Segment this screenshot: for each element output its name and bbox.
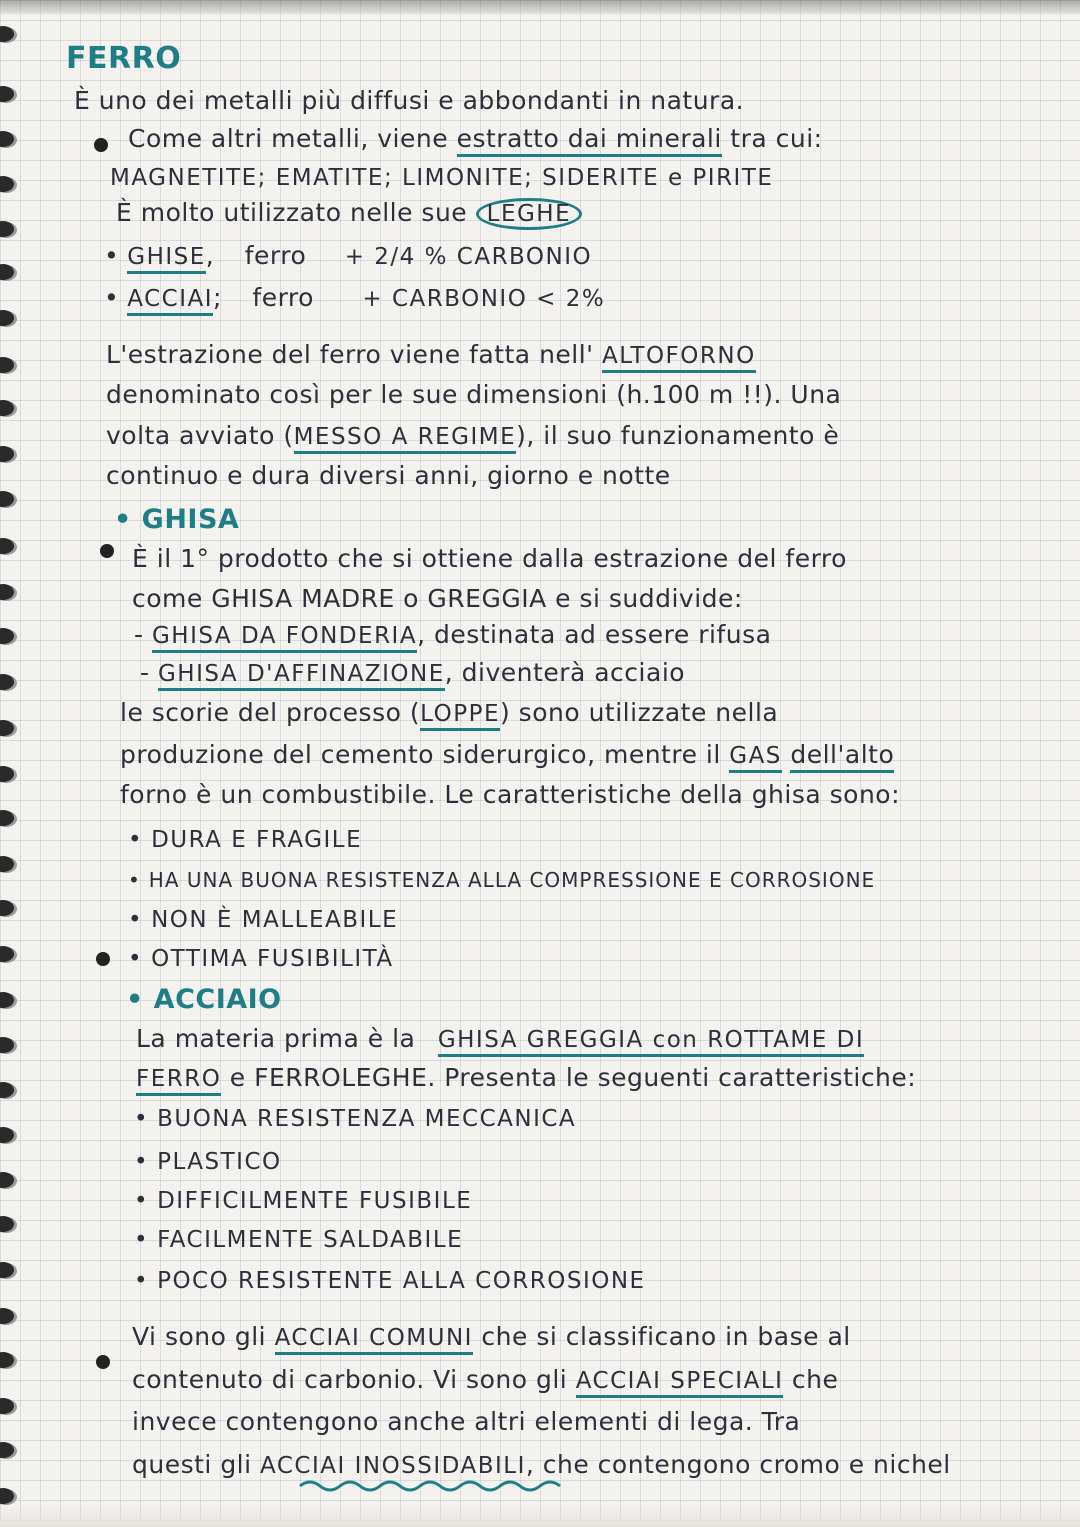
binding-ring — [0, 1037, 14, 1053]
binding-ring — [0, 221, 14, 237]
section-heading-ghisa: • GHISA — [114, 504, 240, 535]
acciaio-trait: • FACILMENTE SALDABILE — [134, 1225, 463, 1255]
ghisa-line-1: È il 1° prodotto che si ottiene dalla estrazione del ferro — [132, 544, 847, 573]
intro-line-1: È uno dei metalli più diffusi e abbondanti in natura. — [74, 86, 745, 115]
circled-leghe: LEGHE — [476, 198, 583, 230]
altoforno-line-2: denominato così per le sue dimensioni (h.100 m !!). Una — [106, 380, 842, 409]
binding-ring — [0, 1127, 14, 1143]
special-line-3: invece contengono anche altri elementi di lega. Tra — [132, 1407, 801, 1436]
binding-ring — [0, 1352, 14, 1368]
altoforno-line-1: L'estrazione del ferro viene fatta nell' ALTOFORNO — [106, 340, 756, 371]
binding-ring — [0, 176, 14, 192]
acciaio-trait: • PLASTICO — [134, 1147, 282, 1177]
margin-dot — [96, 952, 110, 966]
minerals-list: MAGNETITE; EMATITE; LIMONITE; SIDERITE e PIRITE — [110, 165, 774, 191]
intro-line-4: È molto utilizzato nelle sue LEGHE — [116, 198, 582, 229]
binding-ring — [0, 131, 14, 147]
margin-dot — [100, 544, 114, 558]
special-line-1: Vi sono gli ACCIAI COMUNI che si classificano in base al — [132, 1322, 851, 1353]
binding-ring — [0, 264, 14, 280]
binding-ring — [0, 538, 14, 554]
altoforno-line-4: continuo e dura diversi anni, giorno e notte — [106, 461, 671, 490]
binding-ring — [0, 357, 14, 373]
ghisa-line-7: forno è un combustibile. Le caratteristiche della ghisa sono: — [120, 780, 901, 809]
acciaio-trait: • BUONA RESISTENZA MECCANICA — [134, 1104, 576, 1134]
binding-ring — [0, 856, 14, 872]
binding-ring — [0, 720, 14, 736]
binding-ring — [0, 1172, 14, 1188]
binding-ring — [0, 628, 14, 644]
margin-dot — [96, 1355, 110, 1369]
page-title: FERRO — [66, 41, 182, 76]
binding-ring — [0, 810, 14, 826]
ghisa-line-6: produzione del cemento siderurgico, mentre il GAS dell'alto — [120, 740, 894, 771]
binding-ring — [0, 1216, 14, 1232]
alloy-ghise: • GHISE, ferro + 2/4 % CARBONIO — [104, 241, 592, 272]
binding-ring — [0, 26, 14, 42]
binding-ring — [0, 946, 14, 962]
binding-ring — [0, 992, 14, 1008]
binding-ring — [0, 766, 14, 782]
binding-ring — [0, 1262, 14, 1278]
spiral-binding — [0, 0, 40, 1527]
altoforno-line-3: volta avviato (MESSO A REGIME), il suo funzionamento è — [106, 421, 839, 452]
binding-ring — [0, 1082, 14, 1098]
binding-ring — [0, 1442, 14, 1458]
binding-ring — [0, 491, 14, 507]
ghisa-trait: • DURA E FRAGILE — [128, 825, 362, 855]
acciaio-trait: • POCO RESISTENTE ALLA CORROSIONE — [134, 1266, 646, 1296]
special-line-4: questi gli ACCIAI INOSSIDABILI, che contengono cromo e nichel — [132, 1450, 951, 1479]
binding-ring — [0, 446, 14, 462]
ghisa-line-2: come GHISA MADRE o GREGGIA e si suddivide: — [132, 584, 743, 613]
binding-ring — [0, 400, 14, 416]
binding-ring — [0, 86, 14, 102]
ghisa-sub-1: - GHISA DA FONDERIA, destinata ad essere rifusa — [134, 620, 771, 651]
binding-ring — [0, 1488, 14, 1504]
binding-ring — [0, 584, 14, 600]
binding-ring — [0, 900, 14, 916]
acciaio-line-1: La materia prima è la GHISA GREGGIA con ROTTAME DI — [136, 1024, 864, 1055]
ghisa-trait: • NON È MALLEABILE — [128, 905, 398, 935]
ghisa-trait: • OTTIMA FUSIBILITÀ — [128, 944, 394, 974]
binding-ring — [0, 674, 14, 690]
ghisa-line-5: le scorie del processo (LOPPE) sono utilizzate nella — [120, 698, 778, 729]
acciaio-line-2: FERRO e FERROLEGHE. Presenta le seguenti caratteristiche: — [136, 1063, 916, 1094]
binding-ring — [0, 1398, 14, 1414]
page-top-shadow — [0, 0, 1080, 14]
ghisa-trait: • HA UNA BUONA RESISTENZA ALLA COMPRESSIONE E CORROSIONE — [128, 865, 875, 895]
intro-line-2: Come altri metalli, viene estratto dai minerali tra cui: — [128, 124, 823, 154]
page-bottom-shadow — [0, 1505, 1080, 1527]
special-line-2: contenuto di carbonio. Vi sono gli ACCIAI SPECIALI che — [132, 1365, 838, 1396]
margin-dot — [94, 138, 108, 152]
alloy-acciai: • ACCIAI; ferro + CARBONIO < 2% — [104, 283, 605, 314]
ghisa-sub-2: - GHISA D'AFFINAZIONE, diventerà acciaio — [140, 658, 685, 689]
highlight-estratto: estratto dai minerali — [457, 124, 722, 157]
wavy-underline — [298, 1478, 568, 1494]
binding-ring — [0, 310, 14, 326]
section-heading-acciaio: • ACCIAIO — [126, 984, 282, 1015]
binding-ring — [0, 1308, 14, 1324]
acciaio-trait: • DIFFICILMENTE FUSIBILE — [134, 1186, 472, 1216]
